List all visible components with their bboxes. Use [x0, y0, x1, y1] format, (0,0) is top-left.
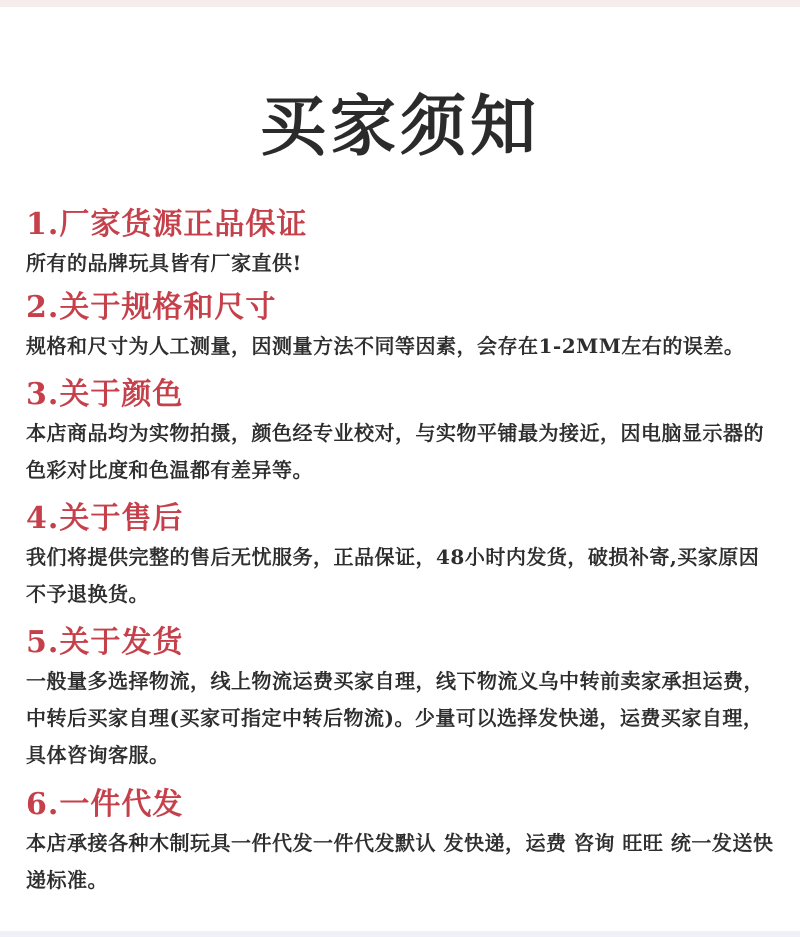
- section-dropshipping: [26, 785, 776, 899]
- top-decorative-band: [0, 0, 800, 7]
- section-body: 所有的品牌玩具皆有厂家直供!: [26, 251, 302, 275]
- section-color: [26, 375, 776, 489]
- section-body: 我们将提供完整的售后无忧服务，正品保证，48小时内发货，破损补寄,买家原因不予退换货。: [26, 545, 760, 606]
- section-body: 本店商品均为实物拍摄，颜色经专业校对，与实物平铺最为接近，因电脑显示器的色彩对比度和色温都有差异等。: [26, 421, 764, 482]
- section-shipping: [26, 623, 776, 774]
- section-heading: 5.关于发货: [26, 625, 184, 660]
- bottom-decorative-band: [0, 931, 800, 937]
- section-heading: 4.关于售后: [26, 501, 184, 536]
- section-size-spec: [26, 288, 776, 365]
- section-heading: 1.厂家货源正品保证: [26, 207, 308, 242]
- section-heading: 3.关于颜色: [26, 377, 184, 412]
- section-body: 一般量多选择物流，线上物流运费买家自理，线下物流义乌中转前卖家承担运费，中转后买家自理(买家可指定中转后物流)。少量可以选择发快递，运费买家自理，具体咨询客服。: [26, 669, 764, 767]
- section-heading: 2.关于规格和尺寸: [26, 290, 277, 325]
- section-body: 规格和尺寸为人工测量，因测量方法不同等因素，会存在1-2MM左右的误差。: [26, 334, 745, 358]
- section-after-sales: [26, 499, 776, 613]
- section-body: 本店承接各种木制玩具一件代发一件代发默认 发快递，运费 咨询 旺旺 统一发送快递标准。: [26, 831, 774, 892]
- section-authentic-guarantee: [26, 205, 776, 282]
- notice-sections: [26, 205, 776, 899]
- page-title: 买家须知: [260, 87, 540, 165]
- section-heading: 6.一件代发: [26, 787, 184, 822]
